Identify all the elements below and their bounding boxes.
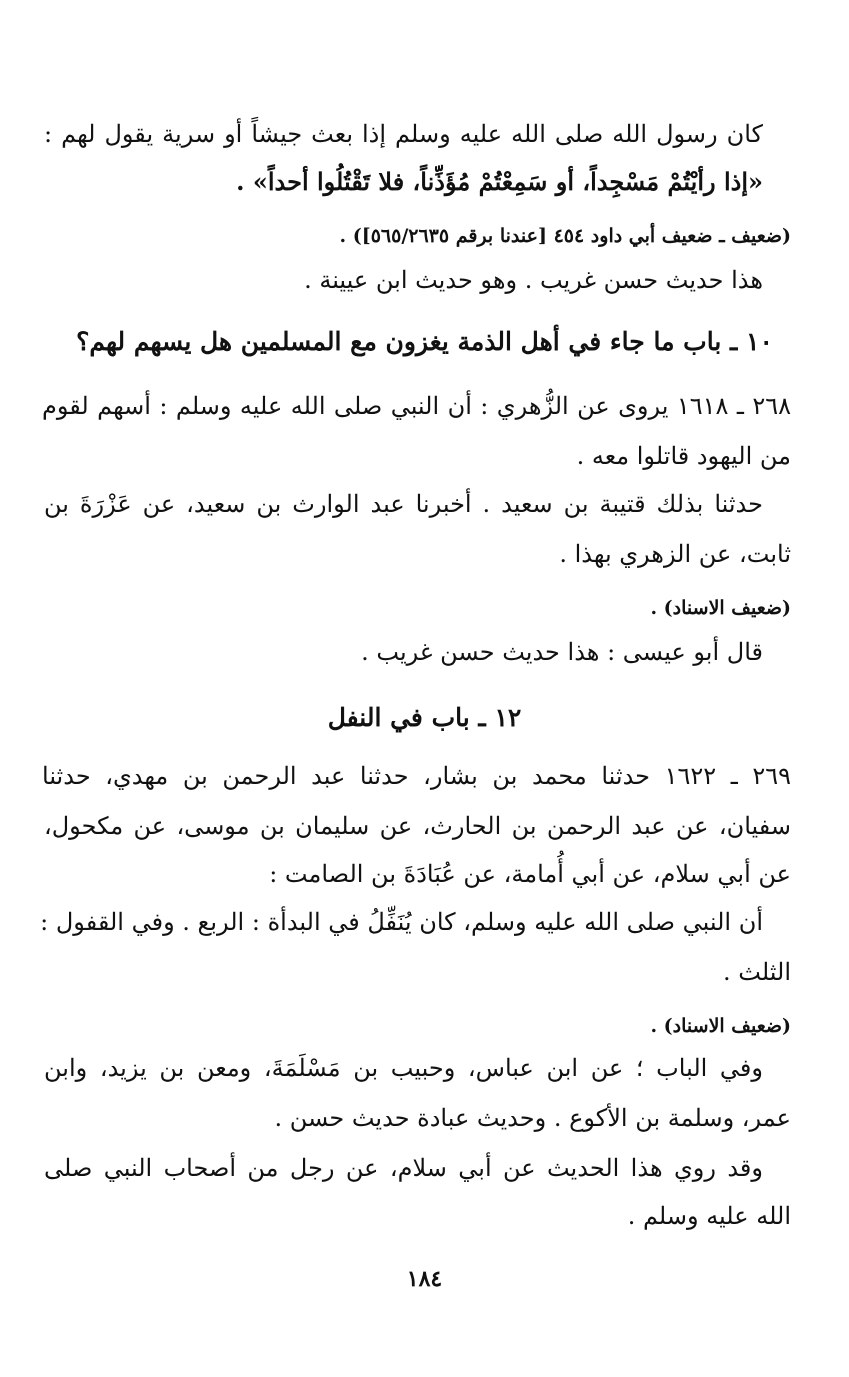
hadith-entry: ٢٦٨ ـ ١٦١٨ يروى عن الزُّهري : أن النبي صلى الله عليه وسلم : أسهم لقوم	[42, 392, 791, 420]
isnad-line: سفيان، عن عبد الرحمن بن الحارث، عن سليمان بن موسى، عن مكحول،	[44, 812, 791, 840]
text-line: عمر، وسلمة بن الأكوع . وحديث عبادة حديث حسن .	[274, 1104, 791, 1132]
hadith-quote: «إذا رأيْتُمْ مَسْجِداً، أو سَمِعْتُمْ مُؤَذِّناً، فلا تَقْتُلُوا أحداً» .	[236, 167, 763, 196]
text-line: قال أبو عيسى : هذا حديث حسن غريب .	[361, 638, 763, 666]
hadith-text: أن النبي صلى الله عليه وسلم، كان يُنَفِّلُ في البدأة : الربع . وفي القفول :	[40, 908, 763, 936]
chapter-heading: ١٢ ـ باب في النفل	[327, 703, 522, 732]
hadith-entry: ٢٦٩ ـ ١٦٢٢ حدثنا محمد بن بشار، حدثنا عبد الرحمن بن مهدي، حدثنا	[42, 762, 791, 790]
page-number: ١٨٤	[406, 1266, 443, 1292]
chapter-heading: ١٠ ـ باب ما جاء في أهل الذمة يغزون مع المسلمين هل يسهم لهم؟	[76, 327, 773, 356]
text-line: الله عليه وسلم .	[627, 1202, 791, 1230]
grading-note: (ضعيف ـ ضعيف أبي داود ٤٥٤ [عندنا برقم ٥٦٥/٢٦٣٥]) .	[339, 225, 791, 247]
text-line: وقد روي هذا الحديث عن أبي سلام، عن رجل من أصحاب النبي صلى	[44, 1154, 763, 1182]
isnad-line: عن أبي سلام، عن أبي أُمامة، عن عُبَادَةَ بن الصامت :	[269, 860, 791, 888]
grading-note: (ضعيف الاسناد) .	[650, 1015, 791, 1037]
text-line: ثابت، عن الزهري بهذا .	[559, 540, 791, 568]
grading-note: (ضعيف الاسناد) .	[650, 597, 791, 619]
text-line: الثلث .	[723, 958, 791, 986]
text-line: وفي الباب ؛ عن ابن عباس، وحبيب بن مَسْلَمَةَ، ومعن بن يزيد، وابن	[44, 1054, 763, 1082]
text-line: من اليهود قاتلوا معه .	[576, 442, 791, 470]
text-line: كان رسول الله صلى الله عليه وسلم إذا بعث جيشاً أو سرية يقول لهم :	[44, 120, 763, 148]
isnad-line: حدثنا بذلك قتيبة بن سعيد . أخبرنا عبد الوارث بن سعيد، عن عَزْرَةَ بن	[44, 490, 763, 518]
text-line: هذا حديث حسن غريب . وهو حديث ابن عيينة .	[304, 266, 763, 294]
